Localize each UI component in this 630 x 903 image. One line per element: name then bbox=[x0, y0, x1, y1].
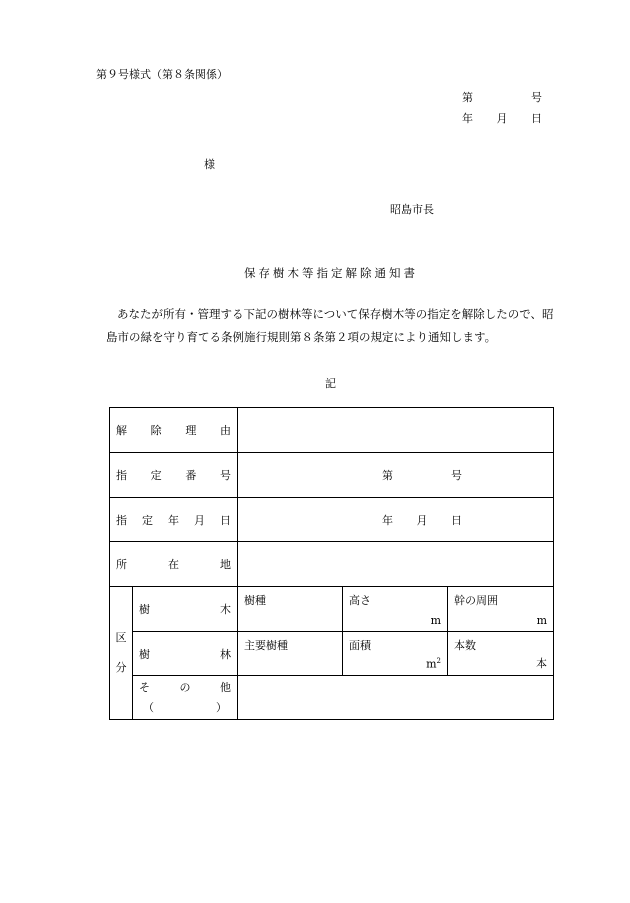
label-char: 日 bbox=[220, 513, 231, 527]
table-row-location bbox=[110, 542, 554, 587]
tree-height-cell[interactable] bbox=[343, 587, 448, 632]
label-char: 樹 bbox=[139, 603, 150, 616]
reason-value-cell[interactable] bbox=[238, 408, 554, 453]
tree-height-unit: m bbox=[430, 614, 441, 627]
reason-label-cell bbox=[110, 408, 238, 453]
forest-area-label: 面積 bbox=[349, 639, 371, 652]
label-char: 理 bbox=[185, 424, 197, 437]
forest-count-cell[interactable] bbox=[448, 632, 554, 676]
recipient-sama: 様 bbox=[204, 158, 215, 171]
ref-nen: 年 bbox=[462, 112, 473, 125]
ref-tsuki: 月 bbox=[496, 112, 508, 125]
label-char: 林 bbox=[220, 647, 231, 661]
table-row-number bbox=[110, 453, 554, 498]
body-line-2: 島市の緑を守り育てる条例施行規則第８条第２項の規定により通知します。 bbox=[106, 330, 497, 344]
number-go: 号 bbox=[451, 469, 462, 482]
label-char: 除 bbox=[150, 424, 162, 437]
label-char: 所 bbox=[116, 558, 127, 571]
ref-go: 号 bbox=[531, 91, 542, 104]
number-label-cell bbox=[110, 453, 238, 498]
kubun-ku: 区 bbox=[115, 631, 127, 644]
tree-girth-cell[interactable] bbox=[448, 587, 554, 632]
table-row-reason bbox=[110, 408, 554, 453]
tree-species-label: 樹種 bbox=[244, 594, 266, 607]
label-char: 在 bbox=[168, 558, 179, 571]
label-char: 地 bbox=[220, 558, 231, 571]
forest-area-cell[interactable] bbox=[343, 632, 448, 676]
label-char: 他 bbox=[220, 680, 231, 694]
label-char: 定 bbox=[150, 469, 162, 482]
label-char: 木 bbox=[220, 603, 231, 616]
ref-dai: 第 bbox=[462, 91, 473, 104]
location-label-cell bbox=[110, 542, 238, 587]
number-value-cell[interactable] bbox=[238, 453, 554, 498]
issuer-name: 昭島市長 bbox=[390, 203, 434, 216]
area-unit-m: m bbox=[426, 658, 437, 671]
other-value-cell[interactable] bbox=[238, 676, 554, 720]
label-char: 月 bbox=[194, 513, 205, 527]
forest-label-cell bbox=[133, 632, 238, 676]
date-hi: 日 bbox=[451, 513, 462, 527]
form-number-label: 第９号様式（第８条関係） bbox=[96, 68, 228, 81]
kubun-label-cell bbox=[110, 587, 133, 720]
table-row-tree bbox=[110, 587, 554, 632]
kubun-bun: 分 bbox=[115, 661, 127, 674]
forest-species-cell[interactable] bbox=[238, 632, 343, 676]
body-line-1: あなたが所有・管理する下記の樹林等について保存樹木等の指定を解除したので、昭 bbox=[117, 307, 554, 321]
document-title: 保存樹木等指定解除通知書 bbox=[244, 266, 418, 280]
tree-girth-label: 幹の周囲 bbox=[454, 594, 498, 607]
reference-number-line bbox=[462, 89, 542, 105]
label-char: 解 bbox=[116, 424, 127, 437]
body-paragraph bbox=[93, 303, 565, 349]
table-row-forest bbox=[110, 632, 554, 676]
details-table bbox=[109, 407, 554, 720]
reference-date-line bbox=[462, 110, 542, 126]
label-char: 番 bbox=[185, 469, 197, 482]
label-char: 定 bbox=[142, 513, 153, 527]
date-value-cell[interactable] bbox=[238, 498, 554, 542]
label-char: 由 bbox=[219, 424, 231, 437]
other-paren-open: （ bbox=[143, 700, 154, 714]
label-char: 指 bbox=[116, 513, 127, 527]
label-char: そ bbox=[139, 680, 150, 694]
table-row-other bbox=[110, 676, 554, 720]
forest-area-unit bbox=[426, 657, 441, 671]
table-row-date bbox=[110, 498, 554, 542]
label-char: の bbox=[179, 680, 191, 694]
date-tsuki: 月 bbox=[416, 513, 428, 527]
ki-heading: 記 bbox=[325, 377, 336, 390]
tree-species-cell[interactable] bbox=[238, 587, 343, 632]
forest-count-unit: 本 bbox=[536, 657, 548, 670]
label-char: 樹 bbox=[139, 647, 150, 661]
tree-girth-unit: m bbox=[536, 614, 548, 627]
label-char: 指 bbox=[116, 469, 127, 482]
number-dai: 第 bbox=[382, 469, 393, 482]
forest-species-label: 主要樹種 bbox=[244, 639, 288, 652]
date-nen: 年 bbox=[382, 513, 393, 527]
label-char: 年 bbox=[168, 513, 179, 527]
tree-height-label: 高さ bbox=[349, 594, 371, 607]
other-label-cell bbox=[133, 676, 238, 720]
ref-hi: 日 bbox=[531, 112, 542, 125]
date-label-cell bbox=[110, 498, 238, 542]
label-char: 号 bbox=[219, 469, 231, 482]
location-value-cell[interactable] bbox=[238, 542, 554, 587]
area-unit-sup: 2 bbox=[436, 657, 441, 666]
forest-count-label: 本数 bbox=[454, 639, 476, 652]
tree-label-cell bbox=[133, 587, 238, 632]
other-paren-close: ） bbox=[216, 700, 227, 714]
